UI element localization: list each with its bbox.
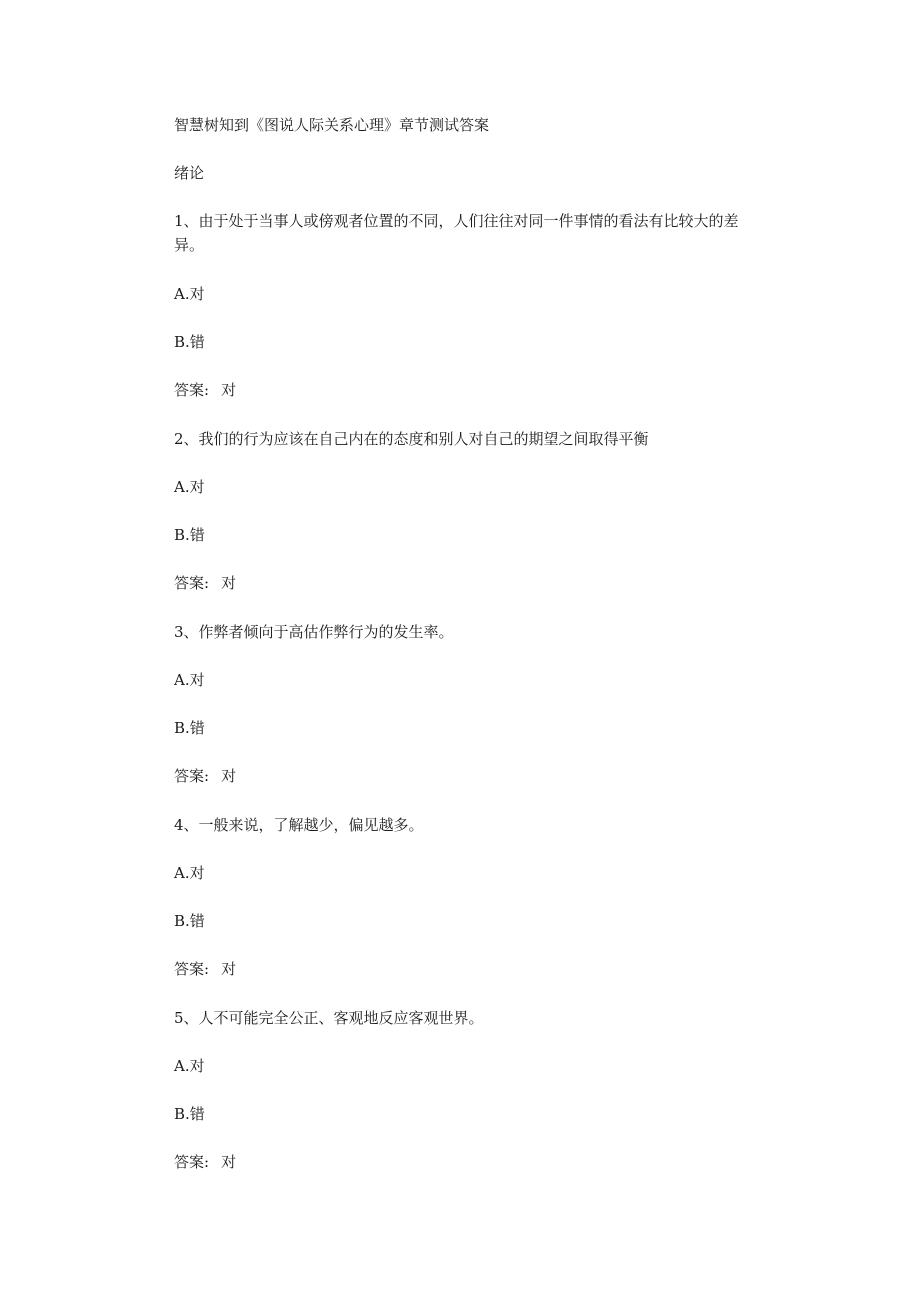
question-5-text: 5、人不可能完全公正、客观地反应客观世界。	[174, 1009, 484, 1027]
document-title: 智慧树知到《图说人际关系心理》章节测试答案	[174, 116, 490, 134]
question-4-option-b: B.错	[174, 912, 205, 930]
answer-value: 对	[221, 381, 237, 399]
question-5-answer	[174, 1150, 236, 1174]
question-5-option-a: A.对	[174, 1057, 205, 1075]
question-1-option-a: A.对	[174, 285, 205, 303]
question-3-answer	[174, 764, 236, 788]
question-5-option-b: B.错	[174, 1105, 205, 1123]
question-2-option-a: A.对	[174, 478, 205, 496]
answer-label: 答案:	[174, 381, 210, 399]
answer-label: 答案:	[174, 960, 210, 978]
question-1-text: 1、由于处于当事人或傍观者位置的不同，人们往往对同一件事情的看法有比较大的差异。	[174, 212, 739, 254]
question-2-option-b: B.错	[174, 526, 205, 544]
answer-value: 对	[221, 960, 237, 978]
question-1-answer	[174, 378, 236, 402]
question-2-text: 2、我们的行为应该在自己内在的态度和别人对自己的期望之间取得平衡	[174, 430, 649, 448]
answer-value: 对	[221, 1153, 237, 1171]
answer-value: 对	[221, 574, 237, 592]
answer-label: 答案:	[174, 767, 210, 785]
question-4-option-a: A.对	[174, 864, 205, 882]
section-heading: 绪论	[174, 164, 205, 182]
question-1-option-b: B.错	[174, 333, 205, 351]
answer-label: 答案:	[174, 574, 210, 592]
question-3-option-b: B.错	[174, 719, 205, 737]
question-2-answer	[174, 571, 236, 595]
answer-value: 对	[221, 767, 237, 785]
question-3-text: 3、作弊者倾向于高估作弊行为的发生率。	[174, 623, 454, 641]
question-3-option-a: A.对	[174, 671, 205, 689]
question-4-answer	[174, 957, 236, 981]
answer-label: 答案:	[174, 1153, 210, 1171]
question-4-text: 4、一般来说，了解越少，偏见越多。	[174, 816, 424, 834]
